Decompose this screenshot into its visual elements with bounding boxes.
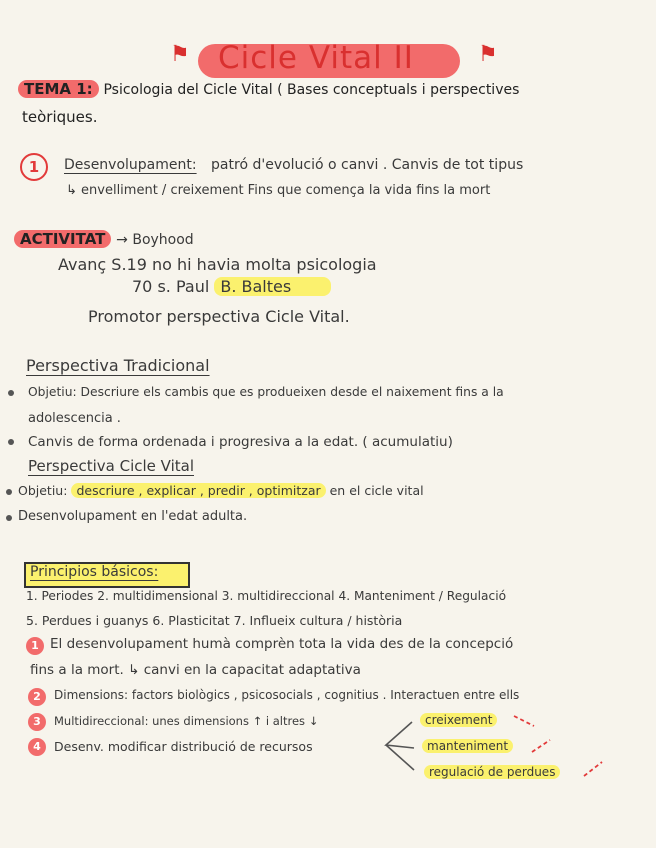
principle-number: 3 bbox=[28, 713, 46, 731]
up-arrow-icon bbox=[514, 716, 534, 726]
activitat-decade: 70 s. Paul bbox=[132, 277, 210, 296]
branch-manteniment: manteniment bbox=[422, 739, 513, 753]
principle-3: Multidireccional: unes dimensions ↑ i altres ↓ bbox=[54, 714, 319, 728]
cicle-heading: Perspectiva Cicle Vital bbox=[28, 457, 194, 475]
baltes-highlight: B. Baltes bbox=[214, 277, 331, 296]
principle-1: El desenvolupament humà comprèn tota la vida des de la concepció bbox=[50, 636, 514, 652]
principis-list-1: 1. Periodes 2. multidimensional 3. multidireccional 4. Manteniment / Regulació bbox=[26, 589, 507, 603]
principis-heading: Principios básicos: bbox=[30, 564, 159, 580]
tema-title-cont: teòriques. bbox=[22, 108, 98, 126]
desenvolupament-term: Desenvolupament: bbox=[64, 157, 197, 173]
section-number: 1 bbox=[20, 153, 48, 181]
tradicional-heading: Perspectiva Tradicional bbox=[26, 356, 210, 375]
branch-arrow-icon bbox=[386, 722, 414, 748]
tradicional-canvis: Canvis de forma ordenada i progresiva a la edat. ( acumulatiu) bbox=[28, 434, 453, 450]
flag-icon-right: ⚑ bbox=[478, 42, 498, 67]
activitat-line1: Avanç S.19 no hi havia molta psicologia bbox=[58, 255, 377, 274]
activitat-line3: Promotor perspectiva Cicle Vital. bbox=[88, 307, 350, 326]
tema-title: Psicologia del Cicle Vital ( Bases conceptuals i perspectives bbox=[103, 82, 520, 98]
principis-list-2: 5. Perdues i guanys 6. Plasticitat 7. Influeix cultura / història bbox=[26, 613, 403, 628]
principle-1-cont: fins a la mort. ↳ canvi en la capacitat adaptativa bbox=[30, 662, 361, 678]
principle-4: Desenv. modificar distribució de recursos bbox=[54, 739, 313, 754]
activitat-note: → Boyhood bbox=[116, 232, 194, 248]
up-arrow-icon bbox=[584, 762, 602, 776]
desenvolupament-def: patró d'evolució o canvi . Canvis de tot tipus bbox=[211, 157, 524, 173]
principle-number: 4 bbox=[28, 738, 46, 756]
activitat-badge: ACTIVITAT bbox=[14, 230, 111, 248]
arrow-return-icon: ↳ bbox=[66, 183, 82, 198]
flag-icon-left: ⚑ bbox=[170, 42, 190, 67]
tradicional-objetiu-cont: adolescencia . bbox=[28, 411, 121, 426]
tema-badge: TEMA 1: bbox=[18, 80, 99, 98]
principle-2: Dimensions: factors biològics , psicosocials , cognitius . Interactuen entre ells bbox=[54, 688, 520, 702]
cicle-objetiu-highlight: descriure , explicar , predir , optimitzar bbox=[71, 483, 325, 498]
up-arrow-icon bbox=[532, 740, 550, 752]
principle-number: 1 bbox=[26, 637, 44, 655]
principle-number: 2 bbox=[28, 688, 46, 706]
desenvolupament-sub-text: envelliment / creixement Fins que comença la vida fins la mort bbox=[81, 183, 491, 198]
cicle-objetiu-suffix: en el cicle vital bbox=[329, 483, 424, 498]
tradicional-objetiu: Objetiu: Descriure els cambis que es produeixen desde el naixement fins a la bbox=[28, 385, 504, 399]
branch-arrow-icon bbox=[386, 745, 414, 770]
branch-creixement: creixement bbox=[420, 713, 497, 727]
page-title: Cicle Vital II bbox=[218, 40, 414, 76]
branch-regulacio: regulació de perdues bbox=[424, 765, 560, 779]
cicle-objetiu-label: Objetiu: bbox=[18, 483, 68, 498]
cicle-adulta: Desenvolupament en l'edat adulta. bbox=[18, 509, 248, 524]
